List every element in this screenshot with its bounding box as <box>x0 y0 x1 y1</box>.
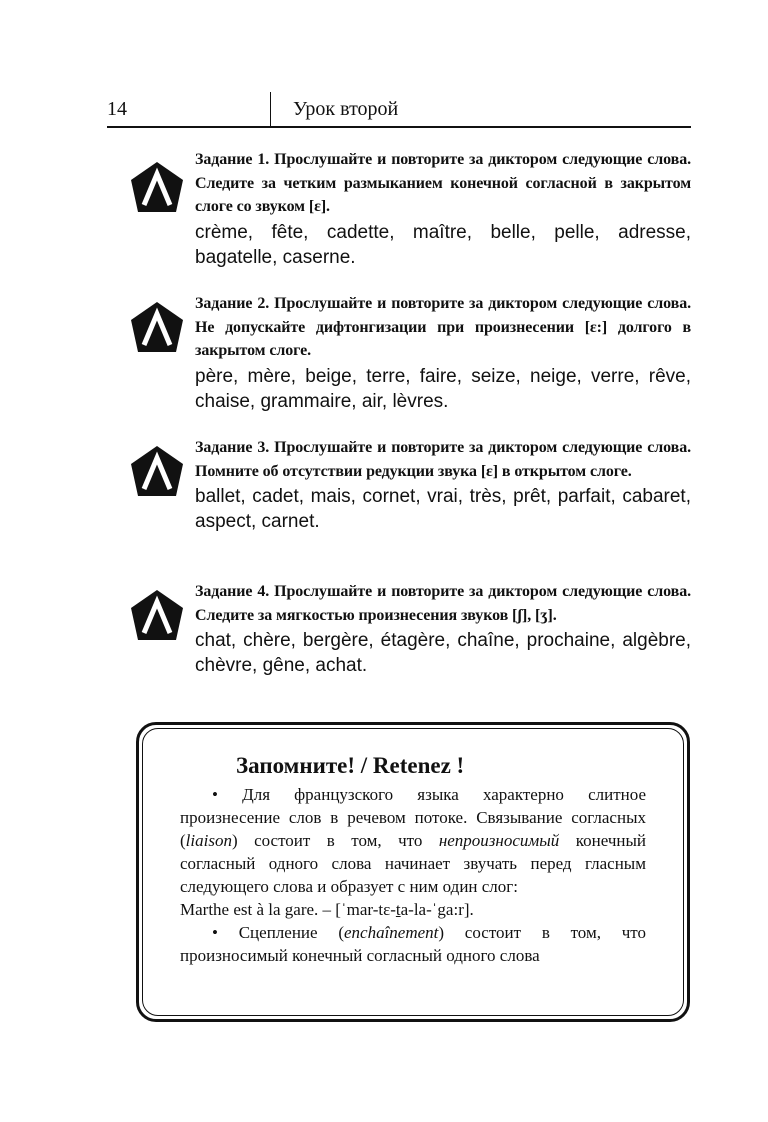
header-rule <box>107 126 691 128</box>
task-words: crème, fête, cadette, maître, belle, pelle, adresse, bagatelle, caserne. <box>195 221 691 268</box>
task-heading: Задание 2. Прослушайте и повторите за диктором следующие слова. Не допускайте дифтонгизации при произнесении [ε:] долгого в закрытом слоге. <box>195 295 691 359</box>
remember-title: Запомните! / Retenez ! <box>236 753 465 778</box>
liaison-example: Marthe est à la gare. – [ˈmar-tε-ta-la-ˈga:r]. <box>180 900 474 919</box>
task-words: chat, chère, bergère, étagère, chaîne, prochaine, algèbre, chèvre, gêne, achat. <box>195 630 691 676</box>
enchainement-paragraph: • Сцепление (enchaînement) состоит в том, что произносимый конечный согласный одного слова <box>180 923 646 965</box>
lesson-title: Урок второй <box>293 98 399 120</box>
task-heading: Задание 1. Прослушайте и повторите за диктором следующие слова. Следите за четким размыканием конечной согласной в закрытом слоге со звуком [ε]. <box>195 151 691 215</box>
audio-task-icon <box>129 588 185 644</box>
remember-box <box>136 722 690 1022</box>
task-heading: Задание 3. Прослушайте и повторите за диктором следующие слова. Помните об отсутствии редукции звука [ε] в открытом слоге. <box>195 439 691 480</box>
task-words: ballet, cadet, mais, cornet, vrai, très, prêt, parfait, cabaret, aspect, carnet. <box>195 486 691 532</box>
task-words: père, mère, beige, terre, faire, seize, neige, verre, rêve, chaise, grammaire, air, lèvres. <box>195 365 691 412</box>
header-divider <box>270 92 271 126</box>
audio-task-icon <box>129 160 185 216</box>
liaison-paragraph: • Для французского языка характерно слитное произнесение слов в речевом потоке. Связывание согласных (liaison) состоит в том, что непроизносимый конечный согласный одного слова начинает звучать перед гласным следующего слова и образует с ним один слог: <box>180 785 646 896</box>
page-number: 14 <box>107 98 127 120</box>
task-heading: Задание 4. Прослушайте и повторите за диктором следующие слова. Следите за мягкостью произнесения звуков [ʃ], [ʒ]. <box>195 583 691 624</box>
page-header <box>107 92 691 126</box>
remember-text <box>180 783 646 967</box>
audio-task-icon <box>129 300 185 356</box>
audio-task-icon <box>129 444 185 500</box>
